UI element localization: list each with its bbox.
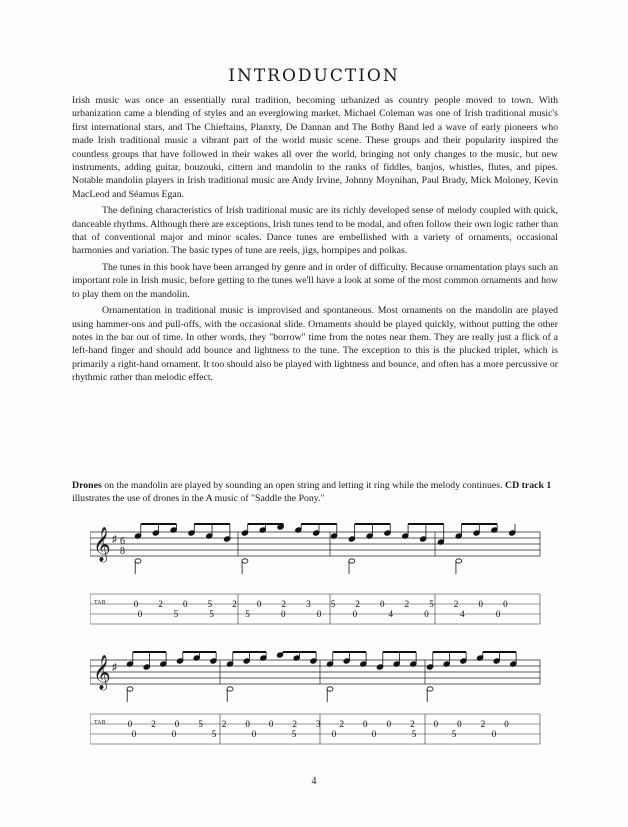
tab-fret: 0 bbox=[504, 719, 509, 729]
tab-fret: 0 bbox=[433, 719, 439, 729]
tab-label: TAB bbox=[94, 600, 106, 606]
drones-paragraph bbox=[72, 479, 558, 506]
drone-note bbox=[242, 559, 248, 563]
tab-fret: 2 bbox=[292, 719, 297, 729]
tab-fret: 5 bbox=[211, 729, 217, 739]
drone-note bbox=[227, 687, 233, 691]
tab-fret: 0 bbox=[171, 729, 177, 739]
tab-fret: 0 bbox=[380, 599, 385, 609]
tab-fret: 5 bbox=[429, 599, 434, 609]
tab-fret: 5 bbox=[209, 609, 214, 619]
tab-fret: 0 bbox=[424, 609, 429, 619]
tab-fret: 0 bbox=[316, 609, 322, 619]
drone-note bbox=[135, 559, 141, 563]
tab-fret: 5 bbox=[330, 599, 336, 609]
tab-fret: 0 bbox=[478, 599, 483, 609]
paragraph: The defining characteristics of Irish traditional music are its richly developed sense of melody coupled with quick, danceable rhythms. Although there are exceptions, Irish tunes tend to be modal, and often follow their own logic rather than that of conventional major and minor scales. Dance tunes are embellished with a variety of ornaments, occasional harmonies and variation. The basic types of tune are reels, jigs, hornpipes and polkas. bbox=[72, 205, 558, 257]
tab-fret: 0 bbox=[386, 719, 392, 729]
tab-fret: 3 bbox=[315, 719, 321, 729]
tab-label: TAB bbox=[94, 720, 106, 726]
tab-fret: 5 bbox=[451, 729, 457, 739]
treble-clef-icon: 𝄞 bbox=[93, 656, 111, 689]
tab-fret: 3 bbox=[306, 599, 311, 609]
tab-fret: 2 bbox=[232, 599, 237, 609]
tab-fret: 0 bbox=[331, 729, 337, 739]
drones-text-1: on the mandolin are played by sounding an open string and letting it ring while the melody continues. bbox=[101, 480, 505, 491]
treble-clef-icon: 𝄞 bbox=[93, 528, 111, 561]
tab-fret: 5 bbox=[245, 609, 250, 619]
tab-fret: 0 bbox=[457, 719, 462, 729]
tab-fret: 0 bbox=[268, 719, 274, 729]
tab-fret: 0 bbox=[245, 719, 250, 729]
key-signature-sharp: ♯ bbox=[112, 534, 117, 545]
tab-fret: 5 bbox=[291, 729, 297, 739]
tab-fret: 2 bbox=[480, 719, 486, 729]
tab-fret: 0 bbox=[503, 599, 508, 609]
tab-fret: 0 bbox=[281, 609, 286, 619]
tab-fret: 0 bbox=[371, 729, 377, 739]
tab-fret: 0 bbox=[491, 729, 497, 739]
tab-fret: 0 bbox=[127, 719, 133, 729]
notes-system-2 bbox=[126, 652, 516, 702]
time-signature-bottom: 8 bbox=[120, 546, 125, 557]
tab-fret: 0 bbox=[137, 609, 143, 619]
cd-track-ref: CD track 1 bbox=[505, 480, 552, 491]
tab-fret: 2 bbox=[221, 719, 227, 729]
tab-numbers-1 bbox=[134, 599, 508, 619]
drone-note bbox=[456, 559, 462, 563]
key-signature-sharp: ♯ bbox=[112, 662, 117, 673]
tab-fret: 2 bbox=[404, 599, 410, 609]
page-number: 4 bbox=[311, 776, 317, 787]
tab-fret: 0 bbox=[495, 609, 501, 619]
page-title bbox=[0, 66, 628, 86]
introduction-body bbox=[72, 94, 558, 388]
paragraph: The tunes in this book have been arranged by genre and in order of difficulty. Because ornamentation plays such an important role in Irish music, before getting to the tunes we'll have a look at some of the most common ornaments and how to play them on the mandolin. bbox=[72, 261, 558, 300]
tab-fret: 5 bbox=[173, 609, 179, 619]
title-text: INTRODUCTION bbox=[228, 66, 400, 86]
drones-term: Drones bbox=[72, 480, 102, 491]
tab-fret: 0 bbox=[256, 599, 262, 609]
tab-fret: 2 bbox=[355, 599, 360, 609]
drone-note bbox=[427, 687, 433, 691]
paragraph: Irish music was once an essentially rural tradition, becoming urbanized as country people moved to town. With urbanization came a blending of styles and an everglowing market. Michael Coleman was one of Irish traditional music's first international stars, and The Chieftains, Planxty, De Dannan and The Bothy Band led a wave of early pioneers who made Irish traditional music a vibrant part of the world music scene. These groups and their popularity inspired the countless groups that have followed in their wakes all over the world, bringing not only changes to the music, but new instruments, adding guitar, bouzouki, cittern and mandolin to the ranks of fiddles, banjos, whistles, flutes, and pipes. Notable mandolin players in Irish traditional music are Andy Irvine, Johnny Moynihan, Paul Brady, Mick Moloney, Kevin MacLeod and Séamus Egan. bbox=[72, 95, 558, 200]
tab-fret: 0 bbox=[174, 719, 180, 729]
tab-fret: 5 bbox=[198, 719, 203, 729]
tab-fret: 0 bbox=[183, 599, 188, 609]
staff-2 bbox=[90, 660, 540, 684]
tab-fret: 2 bbox=[281, 599, 286, 609]
time-signature: 6 bbox=[120, 536, 125, 547]
tab-fret: 4 bbox=[460, 609, 465, 619]
paragraph: Ornamentation in traditional music is improvised and spontaneous. Most ornaments on the mandolin are played using hammer-ons and pull-offs, with the occasional slide. Ornaments should be played quickly, without putting the other notes in the bar out of time. In other words, they "borrow" time from the notes near them. They are really just a flick of a left-hand finger and should add bounce and lightness to the tune. The exception to this is the plucked triplet, which is primarily a right-hand ornament. It too should also be played with lightness and bounce, and often has a more percussive or rhythmic rather than melodic effect. bbox=[72, 305, 558, 384]
tab-fret: 2 bbox=[151, 719, 156, 729]
tab-fret: 0 bbox=[363, 719, 368, 729]
tab-fret: 4 bbox=[388, 609, 393, 619]
tab-fret: 2 bbox=[453, 599, 459, 609]
drone-note bbox=[349, 559, 355, 563]
tab-fret: 0 bbox=[352, 609, 358, 619]
tab-fret: 5 bbox=[411, 729, 417, 739]
tab-numbers-2 bbox=[128, 719, 509, 739]
drone-note bbox=[127, 687, 133, 691]
tab-fret: 2 bbox=[410, 719, 415, 729]
tab-fret: 2 bbox=[339, 719, 345, 729]
tab-fret: 2 bbox=[158, 599, 163, 609]
drone-note bbox=[327, 687, 333, 691]
tab-fret: 0 bbox=[131, 729, 137, 739]
music-example bbox=[90, 520, 550, 760]
drones-text-2: illustrates the use of drones in the A music of "Saddle the Pony." bbox=[72, 493, 325, 505]
tab-fret: 5 bbox=[207, 599, 213, 609]
notes-system-1 bbox=[134, 524, 515, 574]
tab-fret: 0 bbox=[133, 599, 139, 609]
tab-fret: 0 bbox=[251, 729, 257, 739]
